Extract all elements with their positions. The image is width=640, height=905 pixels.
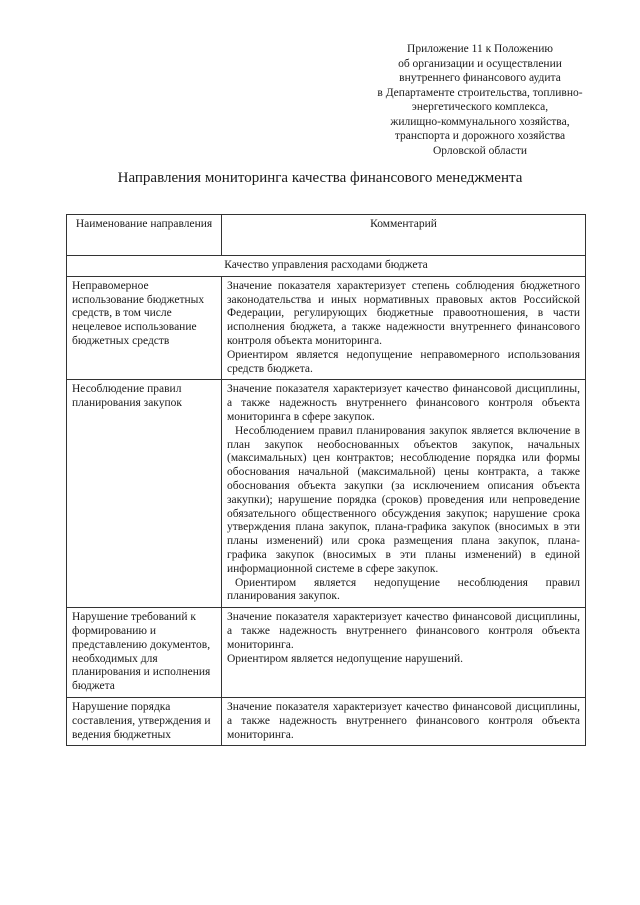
table-row <box>67 276 586 380</box>
header-comment: Комментарий <box>222 215 586 256</box>
row-comment <box>222 697 586 745</box>
row-name: Нарушение требований к формированию и представлению документов, необходимых для планирования и исполнения бюджета <box>67 608 222 698</box>
appendix-line: энергетического комплекса, <box>411 101 549 113</box>
row-name: Несоблюдение правил планирования закупок <box>67 380 222 608</box>
monitoring-table <box>66 214 586 746</box>
row-comment <box>222 276 586 380</box>
appendix-line: в Департаменте строительства, топливно- <box>377 86 583 99</box>
appendix-line: транспорта и дорожного хозяйства <box>394 130 566 142</box>
table-header-row <box>67 215 586 256</box>
appendix-line: об организации и осуществлении <box>398 57 562 70</box>
section-row <box>67 256 586 277</box>
comment-paragraph: Значение показателя характеризует качество финансовой дисциплины, а также надежность внутреннего финансового контроля объекта мониторинга. <box>227 700 580 741</box>
comment-paragraph: Значение показателя характеризует качество финансовой дисциплины, а также надежность внутреннего финансового контроля объекта мониторинга в сфере закупок. <box>227 383 580 423</box>
row-name: Нарушение порядка составления, утверждения и ведения бюджетных <box>67 697 222 745</box>
comment-paragraph: Ориентиром является недопущение нарушений. <box>227 652 463 665</box>
table-row <box>67 697 586 745</box>
header-name: Наименование направления <box>67 215 222 256</box>
document-title: Направления мониторинга качества финансового менеджмента <box>117 170 523 186</box>
table-row <box>67 608 586 698</box>
appendix-line: внутреннего финансового аудита <box>399 72 561 84</box>
table-row <box>67 380 586 608</box>
section-title: Качество управления расходами бюджета <box>67 256 586 277</box>
comment-paragraph: Несоблюдением правил планирования закупок является включение в план закупок необоснованных объектов закупок, начальных (максимальных) цен контрактов; несоблюдение порядка или формы обоснования начальной (максимальной) цены контракта, а также обоснования объекта закупки (за исключением описания объекта закупки); нарушение порядка (сроков) проведения или непроведение обязательного общественного обсуждения закупок; нарушение срока утверждения плана закупок, плана-графика закупок (вносимых в эти планы изменений) или срока размещения плана закупок, плана-графика закупок (вносимых в эти планы изменений) в единой информационной системе в сфере закупок. <box>227 424 580 575</box>
row-comment <box>222 380 586 608</box>
appendix-note <box>330 42 630 158</box>
appendix-line: Орловской области <box>432 144 528 157</box>
row-comment <box>222 608 586 698</box>
appendix-line: Приложение 11 к Положению <box>407 43 553 55</box>
comment-paragraph: Ориентиром является недопущение неправомерного использования средств бюджета. <box>227 348 580 375</box>
comment-paragraph: Значение показателя характеризует качество финансовой дисциплины, а также надежность внутреннего финансового контроля объекта мониторинга. <box>227 611 580 651</box>
row-name: Неправомерное использование бюджетных средств, в том числе нецелевое использование бюджетных средств <box>67 276 222 380</box>
appendix-line: жилищно-коммунального хозяйства, <box>390 115 570 128</box>
comment-paragraph: Ориентиром является недопущение несоблюдения правил планирования закупок. <box>227 576 580 603</box>
comment-paragraph: Значение показателя характеризует степень соблюдения бюджетного законодательства и иных нормативных правовых актов Российской Федерации, регулирующих бюджетные правоотношения, в части исполнения бюджета, а также надежности внутреннего финансового контроля объекта мониторинга. <box>227 279 580 347</box>
